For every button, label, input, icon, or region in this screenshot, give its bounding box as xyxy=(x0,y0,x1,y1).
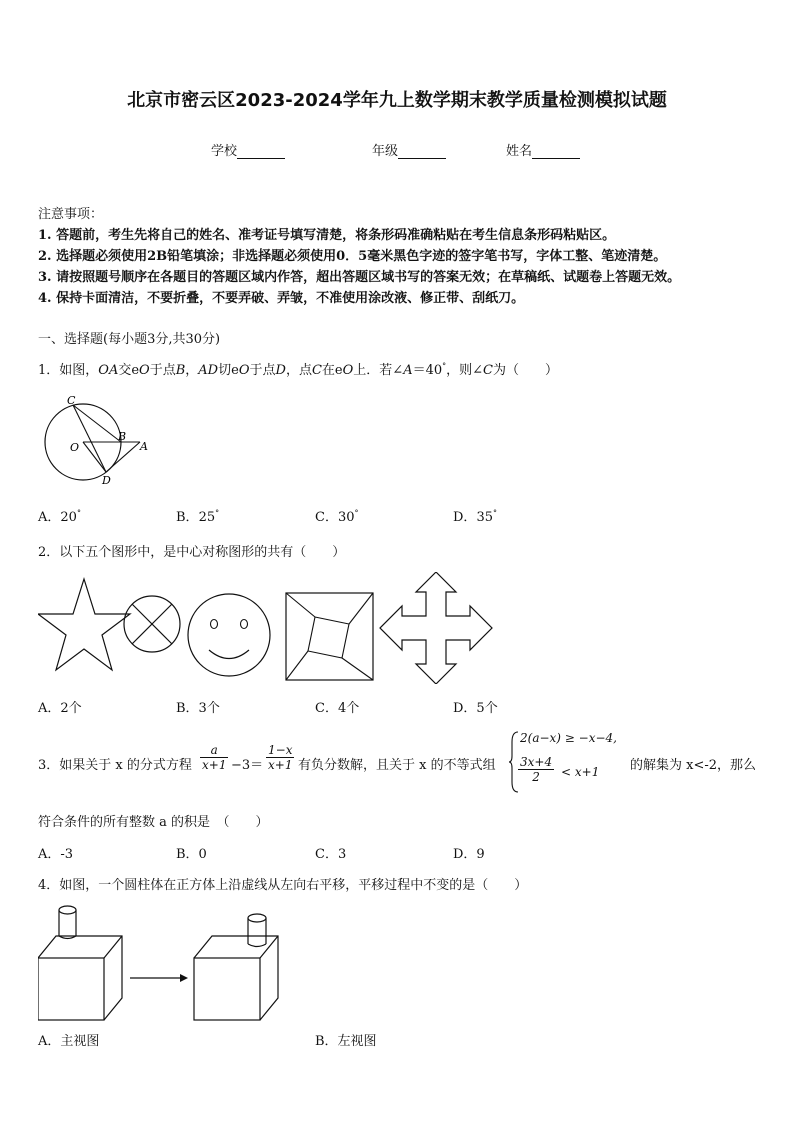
q2-option-d[interactable]: D．5个 xyxy=(453,701,498,716)
question-3-part3: 有负分数解，且关于 x 的不等式组 xyxy=(298,758,496,773)
grade-field xyxy=(372,140,446,159)
star-shape xyxy=(38,579,130,670)
left-cube-shape xyxy=(38,936,122,1020)
question-2-text: 2．以下五个图形中，是中心对称图形的共有（ ） xyxy=(38,545,346,560)
four-arrows-shape xyxy=(380,572,492,684)
q2-option-b[interactable]: B．3个 xyxy=(176,701,220,716)
school-label: 学校 xyxy=(211,144,238,159)
notice-item-2: 2. 选择题必须使用2B铅笔填涂；非选择题必须使用0．5毫米黑色字迹的签字笔书写，字体工整、笔迹清楚。 xyxy=(38,249,667,264)
question-3-part4: 的解集为 x<-2，那么 xyxy=(630,758,757,773)
inequality-1: 2(a−x) ≥ −x−4, xyxy=(520,731,617,745)
notice-item-1: 1. 答题前，考生先将自己的姓名、准考证号填写清楚，将条形码准确粘贴在考生信息条形码粘贴区。 xyxy=(38,228,616,243)
label-o: O xyxy=(70,441,80,454)
q4-option-b[interactable]: B．左视图 xyxy=(315,1034,377,1049)
q2-option-a[interactable]: A．2个 xyxy=(38,701,82,716)
label-d: D xyxy=(102,474,111,487)
page-title: 北京市密云区2023-2024学年九上数学期末教学质量检测模拟试题 xyxy=(127,90,667,111)
question-4-text: 4．如图，一个圆柱体在正方体上沿虚线从左向右平移，平移过程中不变的是（ ） xyxy=(38,878,528,893)
name-label: 姓名 xyxy=(506,144,533,159)
label-c: C xyxy=(67,394,76,407)
pinwheel-square-shape xyxy=(286,593,373,680)
label-a: A xyxy=(140,440,148,453)
fraction-2: $\frac{1-x}{x+1}$ xyxy=(268,743,293,772)
fraction-1: $\frac{a}{x+1}$ xyxy=(202,743,227,772)
question-3-part2: −3＝ xyxy=(231,758,264,773)
q3-option-d[interactable]: D．9 xyxy=(453,847,485,862)
q4-option-a[interactable]: A．主视图 xyxy=(38,1034,100,1049)
right-cylinder-shape xyxy=(212,914,266,947)
q3-option-c[interactable]: C．3 xyxy=(315,847,347,862)
q1-option-b[interactable]: B．25° xyxy=(176,508,220,525)
q3-option-a[interactable]: A．-3 xyxy=(38,847,74,862)
q2-option-c[interactable]: C．4个 xyxy=(315,701,360,716)
smiley-shape xyxy=(188,594,270,676)
question-2-figures xyxy=(38,572,498,684)
notice-heading: 注意事项： xyxy=(38,207,104,222)
question-3-part1: 3．如果关于 x 的分式方程 xyxy=(38,758,192,773)
inequality-2-rest: < x+1 xyxy=(561,765,600,779)
q3-option-b[interactable]: B．0 xyxy=(176,847,207,862)
name-field xyxy=(506,140,580,159)
name-blank[interactable] xyxy=(532,146,580,159)
left-cylinder-shape xyxy=(59,906,118,939)
circle-cross-shape xyxy=(124,596,180,652)
q1-option-a[interactable]: A．20° xyxy=(38,508,81,525)
label-b: B xyxy=(118,430,127,443)
inequality-2-fraction: $\frac{3x+4}{2}$ xyxy=(520,755,553,784)
notice-item-3: 3. 请按照题号顺序在各题目的答题区域内作答，超出答题区域书写的答案无效；在草稿纸、试题卷上答题无效。 xyxy=(38,270,681,285)
question-3-line2: 符合条件的所有整数 a 的积是 （ ） xyxy=(38,815,269,830)
q1-option-c[interactable]: C．30° xyxy=(315,508,359,525)
school-blank[interactable] xyxy=(237,146,285,159)
school-field xyxy=(211,140,285,159)
question-1-figure xyxy=(38,392,168,492)
question-1-text: 1．如图，OA交eO于点B，AD切eO于点D，点C在eO上．若∠A＝40°，则∠C为（ ） xyxy=(38,361,558,378)
right-cube-shape xyxy=(194,936,278,1020)
grade-label: 年级 xyxy=(372,144,399,159)
question-4-figure xyxy=(38,904,288,1022)
grade-blank[interactable] xyxy=(398,146,446,159)
right-arrow-icon xyxy=(130,974,188,982)
section-heading: 一、选择题(每小题3分,共30分) xyxy=(38,332,221,347)
q1-option-d[interactable]: D．35° xyxy=(453,508,497,525)
notice-item-4: 4. 保持卡面清洁，不要折叠，不要弄破、弄皱，不准使用涂改液、修正带、刮纸刀。 xyxy=(38,291,525,306)
